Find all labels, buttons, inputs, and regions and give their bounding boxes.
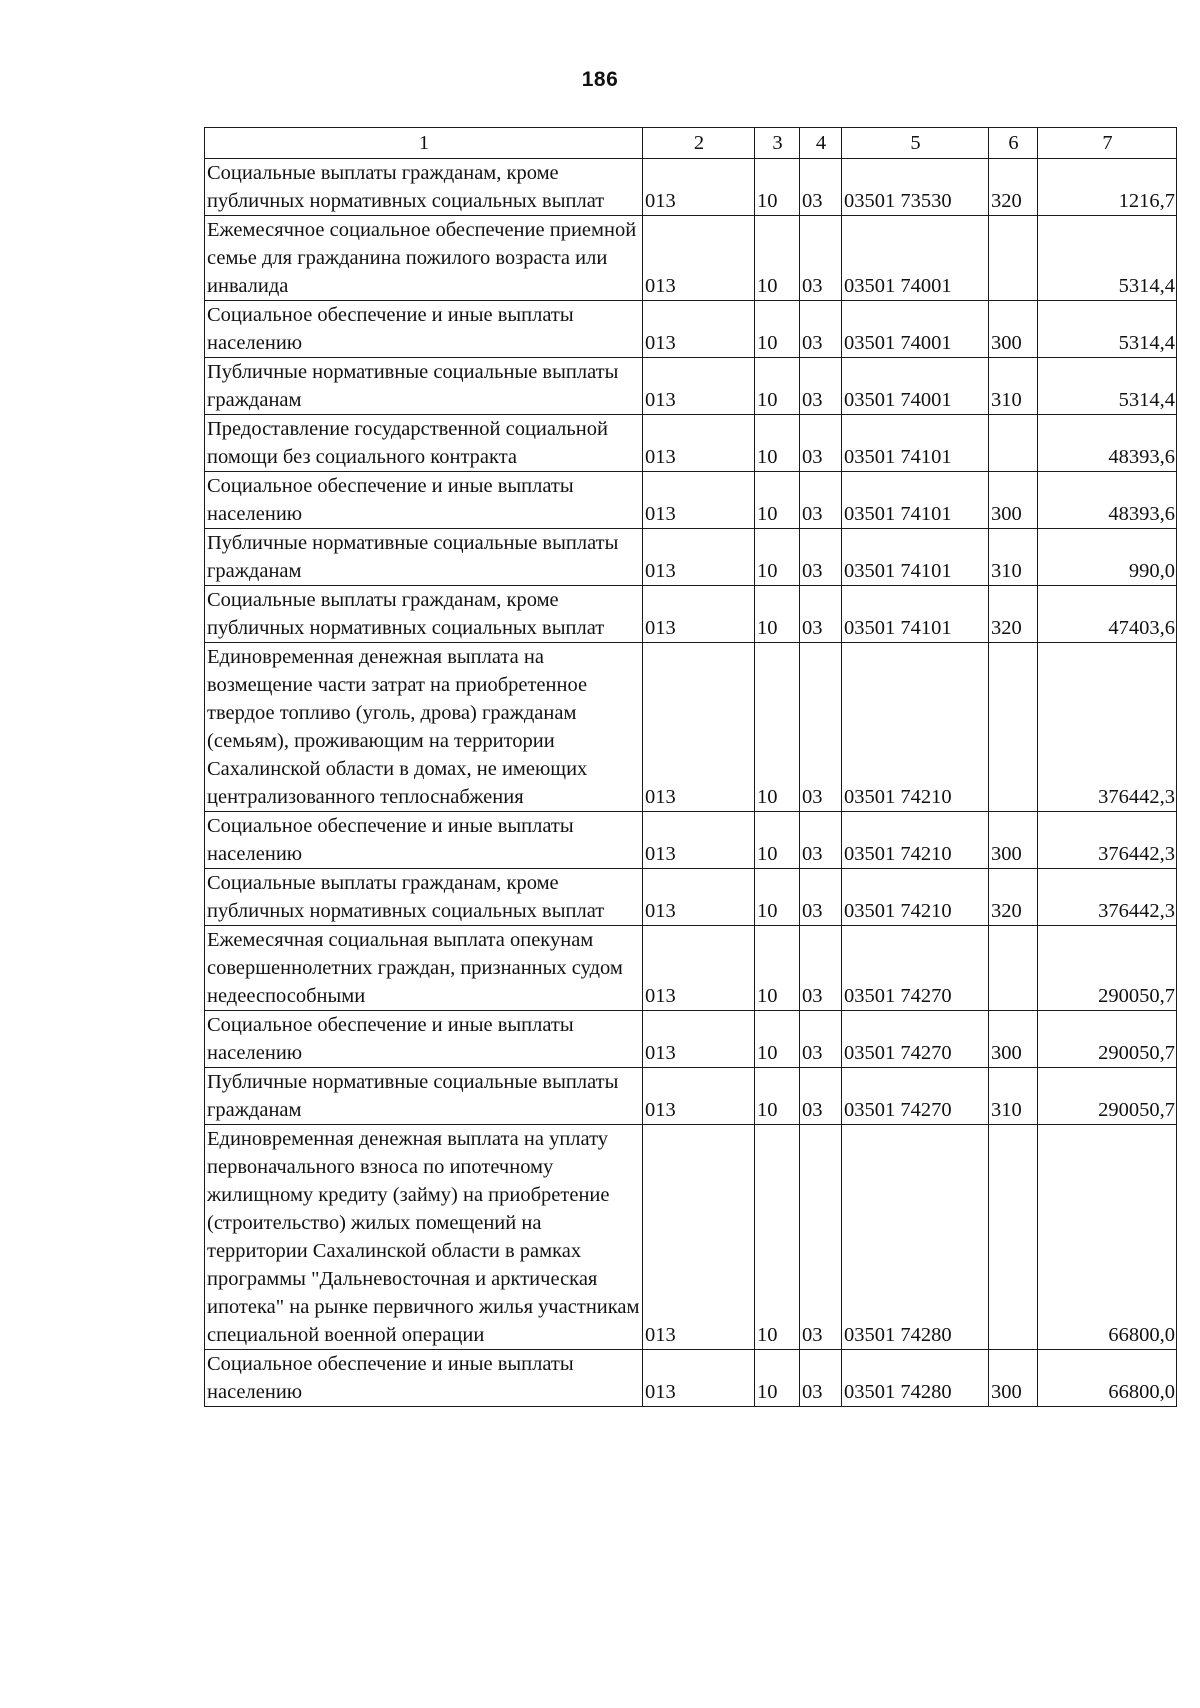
admin-code-cell: 013 [643, 1125, 755, 1350]
target-article-cell: 03501 74210 [842, 812, 989, 869]
table-row [205, 869, 1177, 926]
amount-cell: 48393,6 [1038, 472, 1177, 529]
table-row [205, 586, 1177, 643]
column-header: 7 [1038, 128, 1177, 159]
row-name-cell: Социальное обеспечение и иные выплаты населению [205, 301, 643, 358]
target-article-cell: 03501 74280 [842, 1350, 989, 1407]
section-cell: 10 [755, 812, 800, 869]
target-article-cell: 03501 74270 [842, 1011, 989, 1068]
table-row [205, 1068, 1177, 1125]
subsection-cell: 03 [800, 216, 842, 301]
amount-cell: 376442,3 [1038, 812, 1177, 869]
subsection-cell: 03 [800, 586, 842, 643]
subsection-cell: 03 [800, 1011, 842, 1068]
target-article-cell: 03501 74001 [842, 358, 989, 415]
amount-cell: 5314,4 [1038, 301, 1177, 358]
admin-code-cell: 013 [643, 159, 755, 216]
amount-cell: 376442,3 [1038, 869, 1177, 926]
subsection-cell: 03 [800, 529, 842, 586]
subsection-cell: 03 [800, 812, 842, 869]
admin-code-cell: 013 [643, 926, 755, 1011]
admin-code-cell: 013 [643, 1068, 755, 1125]
budget-table [204, 127, 1177, 1407]
expense-type-cell [989, 1125, 1038, 1350]
row-name-cell: Социальное обеспечение и иные выплаты населению [205, 472, 643, 529]
target-article-cell: 03501 74001 [842, 216, 989, 301]
section-cell: 10 [755, 1011, 800, 1068]
admin-code-cell: 013 [643, 586, 755, 643]
admin-code-cell: 013 [643, 358, 755, 415]
table-row [205, 301, 1177, 358]
row-name-cell: Социальное обеспечение и иные выплаты населению [205, 1011, 643, 1068]
table-header-row [205, 128, 1177, 159]
target-article-cell: 03501 74280 [842, 1125, 989, 1350]
row-name-cell: Публичные нормативные социальные выплаты гражданам [205, 529, 643, 586]
admin-code-cell: 013 [643, 812, 755, 869]
table-row [205, 1011, 1177, 1068]
section-cell: 10 [755, 1068, 800, 1125]
row-name-cell: Единовременная денежная выплата на уплату первоначального взноса по ипотечному жилищному кредиту (займу) на приобретение (строительство) жилых помещений на территории Сахалинской области в рамках программы "Дальневосточная и арктическая ипотека" на рынке первичного жилья участникам специальной военной операции [205, 1125, 643, 1350]
expense-type-cell [989, 216, 1038, 301]
section-cell: 10 [755, 301, 800, 358]
subsection-cell: 03 [800, 415, 842, 472]
admin-code-cell: 013 [643, 643, 755, 812]
column-header: 2 [643, 128, 755, 159]
row-name-cell: Социальное обеспечение и иные выплаты населению [205, 1350, 643, 1407]
table-row [205, 216, 1177, 301]
section-cell: 10 [755, 1125, 800, 1350]
admin-code-cell: 013 [643, 216, 755, 301]
expense-type-cell: 320 [989, 159, 1038, 216]
table-row [205, 926, 1177, 1011]
subsection-cell: 03 [800, 926, 842, 1011]
amount-cell: 5314,4 [1038, 358, 1177, 415]
amount-cell: 990,0 [1038, 529, 1177, 586]
expense-type-cell: 310 [989, 358, 1038, 415]
expense-type-cell: 320 [989, 586, 1038, 643]
table-row [205, 1350, 1177, 1407]
section-cell: 10 [755, 159, 800, 216]
section-cell: 10 [755, 358, 800, 415]
table-row [205, 415, 1177, 472]
amount-cell: 290050,7 [1038, 1011, 1177, 1068]
admin-code-cell: 013 [643, 415, 755, 472]
table-row [205, 643, 1177, 812]
section-cell: 10 [755, 216, 800, 301]
admin-code-cell: 013 [643, 869, 755, 926]
amount-cell: 376442,3 [1038, 643, 1177, 812]
column-header: 5 [842, 128, 989, 159]
amount-cell: 66800,0 [1038, 1350, 1177, 1407]
section-cell: 10 [755, 586, 800, 643]
column-header: 1 [205, 128, 643, 159]
section-cell: 10 [755, 472, 800, 529]
target-article-cell: 03501 74101 [842, 586, 989, 643]
row-name-cell: Социальные выплаты гражданам, кроме публичных нормативных социальных выплат [205, 586, 643, 643]
row-name-cell: Публичные нормативные социальные выплаты гражданам [205, 358, 643, 415]
section-cell: 10 [755, 869, 800, 926]
column-header: 6 [989, 128, 1038, 159]
row-name-cell: Единовременная денежная выплата на возмещение части затрат на приобретенное твердое топливо (уголь, дрова) гражданам (семьям), проживающим на территории Сахалинской области в домах, не имеющих централизованного теплоснабжения [205, 643, 643, 812]
subsection-cell: 03 [800, 869, 842, 926]
row-name-cell: Социальные выплаты гражданам, кроме публичных нормативных социальных выплат [205, 869, 643, 926]
subsection-cell: 03 [800, 1125, 842, 1350]
subsection-cell: 03 [800, 472, 842, 529]
subsection-cell: 03 [800, 1350, 842, 1407]
row-name-cell: Ежемесячная социальная выплата опекунам совершеннолетних граждан, признанных судом недееспособными [205, 926, 643, 1011]
amount-cell: 66800,0 [1038, 1125, 1177, 1350]
target-article-cell: 03501 73530 [842, 159, 989, 216]
expense-type-cell [989, 415, 1038, 472]
subsection-cell: 03 [800, 159, 842, 216]
expense-type-cell: 310 [989, 529, 1038, 586]
expense-type-cell: 300 [989, 812, 1038, 869]
table-row [205, 358, 1177, 415]
page-number: 186 [581, 68, 619, 91]
amount-cell: 5314,4 [1038, 216, 1177, 301]
section-cell: 10 [755, 415, 800, 472]
target-article-cell: 03501 74001 [842, 301, 989, 358]
expense-type-cell: 300 [989, 1011, 1038, 1068]
section-cell: 10 [755, 1350, 800, 1407]
subsection-cell: 03 [800, 301, 842, 358]
row-name-cell: Ежемесячное социальное обеспечение приемной семье для гражданина пожилого возраста или инвалида [205, 216, 643, 301]
admin-code-cell: 013 [643, 301, 755, 358]
table-row [205, 472, 1177, 529]
table-row [205, 1125, 1177, 1350]
target-article-cell: 03501 74101 [842, 529, 989, 586]
expense-type-cell: 300 [989, 1350, 1038, 1407]
expense-type-cell: 310 [989, 1068, 1038, 1125]
admin-code-cell: 013 [643, 1011, 755, 1068]
admin-code-cell: 013 [643, 1350, 755, 1407]
expense-type-cell [989, 926, 1038, 1011]
target-article-cell: 03501 74270 [842, 1068, 989, 1125]
table-row [205, 812, 1177, 869]
row-name-cell: Социальное обеспечение и иные выплаты населению [205, 812, 643, 869]
target-article-cell: 03501 74101 [842, 415, 989, 472]
amount-cell: 48393,6 [1038, 415, 1177, 472]
column-header: 3 [755, 128, 800, 159]
row-name-cell: Социальные выплаты гражданам, кроме публичных нормативных социальных выплат [205, 159, 643, 216]
row-name-cell: Публичные нормативные социальные выплаты гражданам [205, 1068, 643, 1125]
subsection-cell: 03 [800, 643, 842, 812]
expense-type-cell [989, 643, 1038, 812]
target-article-cell: 03501 74210 [842, 869, 989, 926]
section-cell: 10 [755, 926, 800, 1011]
amount-cell: 47403,6 [1038, 586, 1177, 643]
table-row [205, 529, 1177, 586]
subsection-cell: 03 [800, 358, 842, 415]
amount-cell: 290050,7 [1038, 1068, 1177, 1125]
expense-type-cell: 320 [989, 869, 1038, 926]
admin-code-cell: 013 [643, 472, 755, 529]
section-cell: 10 [755, 643, 800, 812]
table-row [205, 159, 1177, 216]
target-article-cell: 03501 74210 [842, 643, 989, 812]
section-cell: 10 [755, 529, 800, 586]
amount-cell: 290050,7 [1038, 926, 1177, 1011]
column-header: 4 [800, 128, 842, 159]
target-article-cell: 03501 74270 [842, 926, 989, 1011]
amount-cell: 1216,7 [1038, 159, 1177, 216]
expense-type-cell: 300 [989, 301, 1038, 358]
target-article-cell: 03501 74101 [842, 472, 989, 529]
row-name-cell: Предоставление государственной социальной помощи без социального контракта [205, 415, 643, 472]
admin-code-cell: 013 [643, 529, 755, 586]
expense-type-cell: 300 [989, 472, 1038, 529]
subsection-cell: 03 [800, 1068, 842, 1125]
